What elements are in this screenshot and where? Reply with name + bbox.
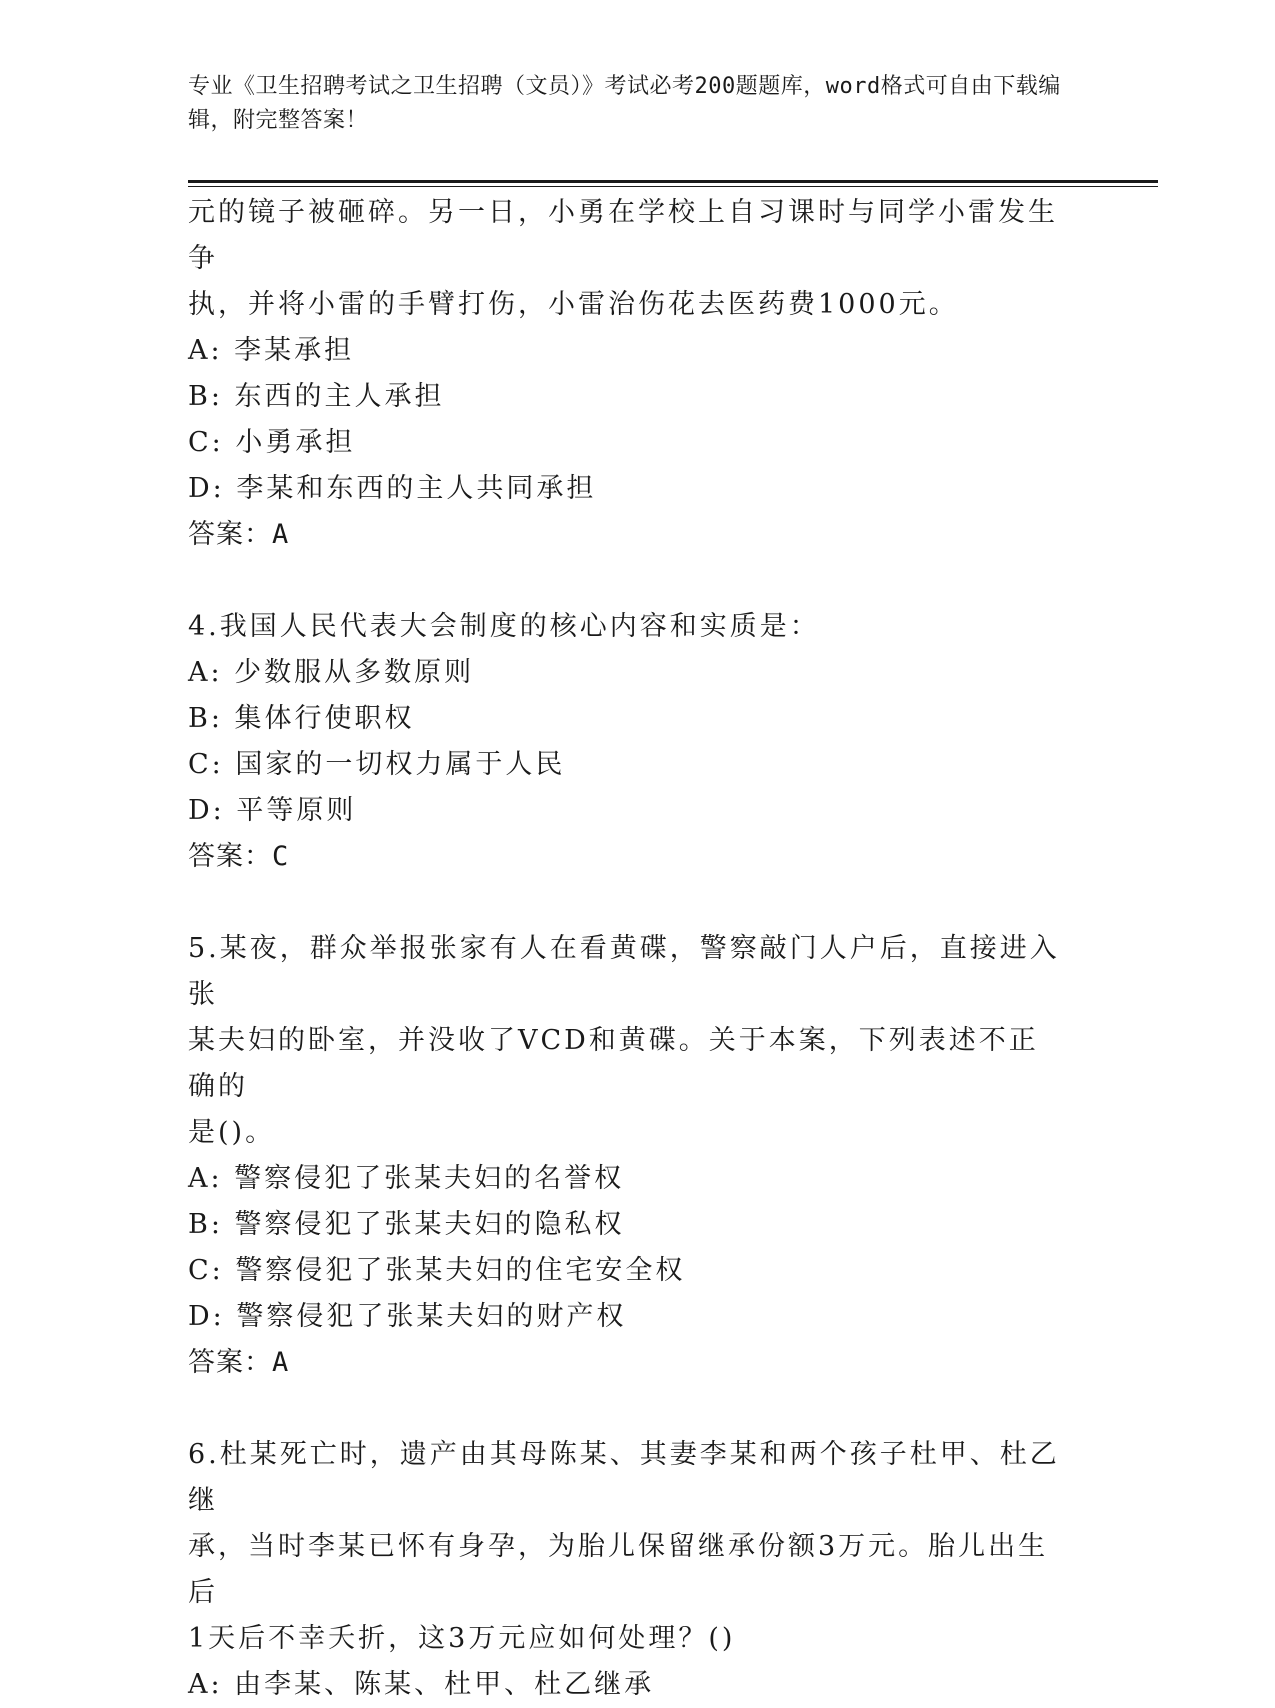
option-a: A: 警察侵犯了张某夫妇的名誉权 xyxy=(188,1163,625,1194)
option-d: D: 警察侵犯了张某夫妇的财产权 xyxy=(188,1301,627,1332)
option-c: C: 国家的一切权力属于人民 xyxy=(188,749,566,780)
answer-line xyxy=(188,1340,1068,1386)
question-4 xyxy=(188,604,1068,880)
answer-value: A xyxy=(272,1347,290,1378)
question-text-line: 某夫妇的卧室，并没收了VCD和黄碟。关于本案，下列表述不正确的 xyxy=(188,1025,1039,1102)
question-continuation xyxy=(188,190,1068,558)
header-rule-thin xyxy=(188,186,1158,187)
answer-line xyxy=(188,512,1068,558)
question-text-line: 4.我国人民代表大会制度的核心内容和实质是： xyxy=(188,611,820,642)
question-text-line: 6.杜某死亡时，遗产由其母陈某、其妻李某和两个孩子杜甲、杜乙继 xyxy=(188,1439,1060,1516)
question-6 xyxy=(188,1432,1068,1708)
option-b: B: 集体行使职权 xyxy=(188,703,415,734)
header-rule-thick xyxy=(188,180,1158,183)
question-text-line: 执，并将小雷的手臂打伤，小雷治伤花去医药费1000元。 xyxy=(188,289,959,320)
question-text-line: 5.某夜，群众举报张家有人在看黄碟，警察敲门人户后，直接进入张 xyxy=(188,933,1060,1010)
option-b: B: 警察侵犯了张某夫妇的隐私权 xyxy=(188,1209,625,1240)
option-d: D: 李某和东西的主人共同承担 xyxy=(188,473,597,504)
option-c: C: 小勇承担 xyxy=(188,427,356,458)
question-5 xyxy=(188,926,1068,1386)
option-c: C: 警察侵犯了张某夫妇的住宅安全权 xyxy=(188,1255,686,1286)
option-b: B: 东西的主人承担 xyxy=(188,381,445,412)
question-text-line: 1天后不幸夭折，这3万元应如何处理？() xyxy=(188,1623,736,1654)
question-text-line: 承，当时李某已怀有身孕，为胎儿保留继承份额3万元。胎儿出生后 xyxy=(188,1531,1049,1608)
answer-line xyxy=(188,834,1068,880)
option-a: A: 由李某、陈某、杜甲、杜乙继承 xyxy=(188,1669,655,1700)
question-text-line: 是()。 xyxy=(188,1117,276,1148)
answer-label: 答案： xyxy=(188,519,272,550)
answer-value: A xyxy=(272,519,290,550)
answer-value: C xyxy=(272,841,290,872)
document-header: 专业《卫生招聘考试之卫生招聘（文员）》考试必考200题题库，word格式可自由下载编辑，附完整答案！ xyxy=(188,74,1061,133)
option-a: A: 少数服从多数原则 xyxy=(188,657,475,688)
answer-label: 答案： xyxy=(188,841,272,872)
option-a: A: 李某承担 xyxy=(188,335,355,366)
question-text-line: 元的镜子被砸碎。另一日，小勇在学校上自习课时与同学小雷发生争 xyxy=(188,197,1058,274)
option-d: D: 平等原则 xyxy=(188,795,357,826)
answer-label: 答案： xyxy=(188,1347,272,1378)
question-content xyxy=(188,190,1068,1708)
